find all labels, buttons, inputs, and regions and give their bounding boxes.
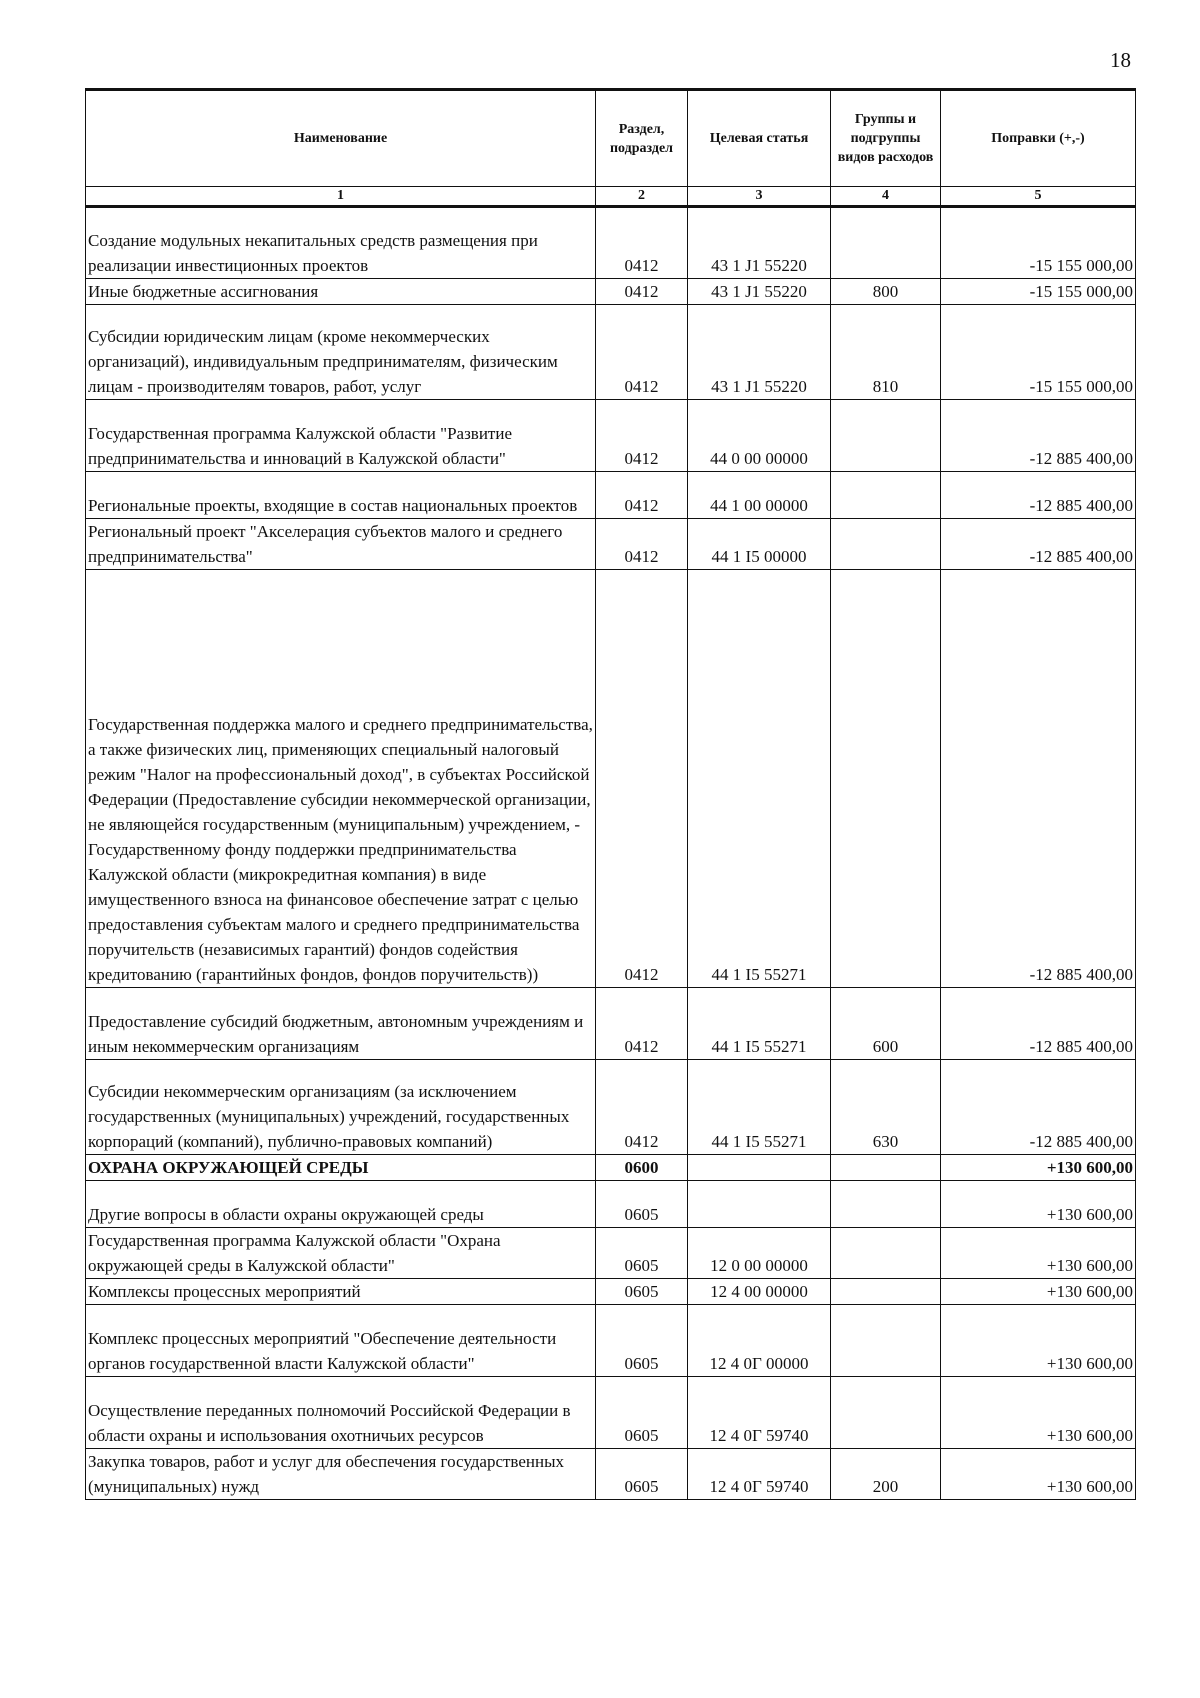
row-section: 0605 (596, 1279, 688, 1305)
row-name: Иные бюджетные ассигнования (86, 279, 596, 305)
header-group: Группы и подгруппы видов расходов (831, 90, 941, 187)
row-section: 0605 (596, 1228, 688, 1279)
row-name: Комплексы процессных мероприятий (86, 1279, 596, 1305)
row-expense-group (831, 1181, 941, 1228)
row-expense-group (831, 472, 941, 519)
column-number: 5 (941, 187, 1136, 207)
row-expense-group (831, 1305, 941, 1377)
row-amount: +130 600,00 (941, 1228, 1136, 1279)
row-section: 0605 (596, 1305, 688, 1377)
row-section: 0412 (596, 305, 688, 400)
row-section: 0412 (596, 400, 688, 472)
row-expense-group (831, 400, 941, 472)
row-section: 0412 (596, 519, 688, 570)
table-row (86, 1181, 1136, 1228)
table-row (86, 1279, 1136, 1305)
row-name: ОХРАНА ОКРУЖАЮЩЕЙ СРЕДЫ (86, 1155, 596, 1181)
table-row (86, 1449, 1136, 1500)
row-target-article: 12 4 0Г 59740 (688, 1377, 831, 1449)
row-amount: -15 155 000,00 (941, 207, 1136, 279)
row-target-article (688, 1155, 831, 1181)
row-expense-group: 630 (831, 1060, 941, 1155)
row-name: Региональные проекты, входящие в состав национальных проектов (86, 472, 596, 519)
row-section: 0412 (596, 1060, 688, 1155)
row-name: Государственная программа Калужской области "Охрана окружающей среды в Калужской области" (86, 1228, 596, 1279)
row-target-article: 44 1 00 00000 (688, 472, 831, 519)
row-expense-group (831, 570, 941, 988)
row-name: Осуществление переданных полномочий Российской Федерации в области охраны и использования охотничьих ресурсов (86, 1377, 596, 1449)
row-name: Комплекс процессных мероприятий "Обеспечение деятельности органов государственной власти Калужской области" (86, 1305, 596, 1377)
row-amount: -12 885 400,00 (941, 400, 1136, 472)
table-row (86, 400, 1136, 472)
row-expense-group (831, 1377, 941, 1449)
row-amount: -15 155 000,00 (941, 305, 1136, 400)
table-row (86, 519, 1136, 570)
header-target: Целевая статья (688, 90, 831, 187)
row-name: Субсидии юридическим лицам (кроме некоммерческих организаций), индивидуальным предпринимателям, физическим лицам - производителям товаров, работ, услуг (86, 305, 596, 400)
row-section: 0412 (596, 570, 688, 988)
row-amount: +130 600,00 (941, 1181, 1136, 1228)
row-amount: -15 155 000,00 (941, 279, 1136, 305)
row-target-article: 43 1 J1 55220 (688, 207, 831, 279)
row-expense-group (831, 207, 941, 279)
row-target-article (688, 1181, 831, 1228)
row-target-article: 12 4 0Г 00000 (688, 1305, 831, 1377)
row-name: Предоставление субсидий бюджетным, автономным учреждениям и иным некоммерческим организациям (86, 988, 596, 1060)
header-row (86, 90, 1136, 187)
column-number: 3 (688, 187, 831, 207)
table-row (86, 279, 1136, 305)
row-target-article: 44 1 I5 00000 (688, 519, 831, 570)
column-number: 4 (831, 187, 941, 207)
table-row (86, 472, 1136, 519)
table-row (86, 988, 1136, 1060)
row-target-article: 44 1 I5 55271 (688, 988, 831, 1060)
row-name: Государственная программа Калужской области "Развитие предпринимательства и инноваций в Калужской области" (86, 400, 596, 472)
row-section: 0412 (596, 472, 688, 519)
row-section: 0412 (596, 207, 688, 279)
row-amount: -12 885 400,00 (941, 519, 1136, 570)
row-target-article: 12 4 00 00000 (688, 1279, 831, 1305)
row-amount: +130 600,00 (941, 1305, 1136, 1377)
row-amount: +130 600,00 (941, 1279, 1136, 1305)
row-expense-group: 600 (831, 988, 941, 1060)
row-name: Создание модульных некапитальных средств размещения при реализации инвестиционных проектов (86, 207, 596, 279)
row-section: 0412 (596, 988, 688, 1060)
budget-amendments-table (85, 88, 1136, 1500)
row-expense-group (831, 1279, 941, 1305)
row-section: 0605 (596, 1449, 688, 1500)
row-section: 0605 (596, 1377, 688, 1449)
row-name: Закупка товаров, работ и услуг для обеспечения государственных (муниципальных) нужд (86, 1449, 596, 1500)
row-target-article: 44 1 I5 55271 (688, 570, 831, 988)
row-expense-group (831, 519, 941, 570)
row-target-article: 43 1 J1 55220 (688, 305, 831, 400)
row-target-article: 12 0 00 00000 (688, 1228, 831, 1279)
table-row (86, 1155, 1136, 1181)
page-number: 18 (1110, 48, 1131, 72)
row-section: 0412 (596, 279, 688, 305)
row-name: Другие вопросы в области охраны окружающей среды (86, 1181, 596, 1228)
table-row (86, 1228, 1136, 1279)
table-row (86, 1305, 1136, 1377)
row-expense-group: 800 (831, 279, 941, 305)
column-number: 2 (596, 187, 688, 207)
table-row (86, 570, 1136, 988)
table-row (86, 1377, 1136, 1449)
row-amount: -12 885 400,00 (941, 570, 1136, 988)
table-row (86, 1060, 1136, 1155)
row-amount: -12 885 400,00 (941, 988, 1136, 1060)
header-amount: Поправки (+,-) (941, 90, 1136, 187)
row-amount: +130 600,00 (941, 1377, 1136, 1449)
column-number-row (86, 187, 1136, 207)
row-name: Субсидии некоммерческим организациям (за исключением государственных (муниципальных) учреждений, государственных корпораций (компаний), публично-правовых компаний) (86, 1060, 596, 1155)
column-number: 1 (86, 187, 596, 207)
row-amount: -12 885 400,00 (941, 472, 1136, 519)
table-row (86, 207, 1136, 279)
row-amount: -12 885 400,00 (941, 1060, 1136, 1155)
table-row (86, 305, 1136, 400)
row-target-article: 44 1 I5 55271 (688, 1060, 831, 1155)
row-section: 0600 (596, 1155, 688, 1181)
row-target-article: 44 0 00 00000 (688, 400, 831, 472)
row-amount: +130 600,00 (941, 1155, 1136, 1181)
row-name: Региональный проект "Акселерация субъектов малого и среднего предпринимательства" (86, 519, 596, 570)
row-expense-group (831, 1228, 941, 1279)
row-amount: +130 600,00 (941, 1449, 1136, 1500)
row-target-article: 12 4 0Г 59740 (688, 1449, 831, 1500)
row-name: Государственная поддержка малого и среднего предпринимательства, а также физических лиц, применяющих специальный налоговый режим "Налог на профессиональный доход", в субъектах Российской Федерации (Предоставление субсидии некоммерческой организации, не являющейся государственным (муниципальным) учреждением, - Государственному фонду поддержки предпринимательства Калужской области (микрокредитная компания) в виде имущественного взноса на финансовое обеспечение затрат с целью предоставления субъектам малого и среднего предпринимательства поручительств (независимых гарантий) фондов содействия кредитованию (гарантийных фондов, фондов поручительств)) (86, 570, 596, 988)
header-name: Наименование (86, 90, 596, 187)
table-body (86, 207, 1136, 1500)
row-expense-group (831, 1155, 941, 1181)
row-section: 0605 (596, 1181, 688, 1228)
header-section: Раздел, подраздел (596, 90, 688, 187)
row-target-article: 43 1 J1 55220 (688, 279, 831, 305)
row-expense-group: 200 (831, 1449, 941, 1500)
row-expense-group: 810 (831, 305, 941, 400)
